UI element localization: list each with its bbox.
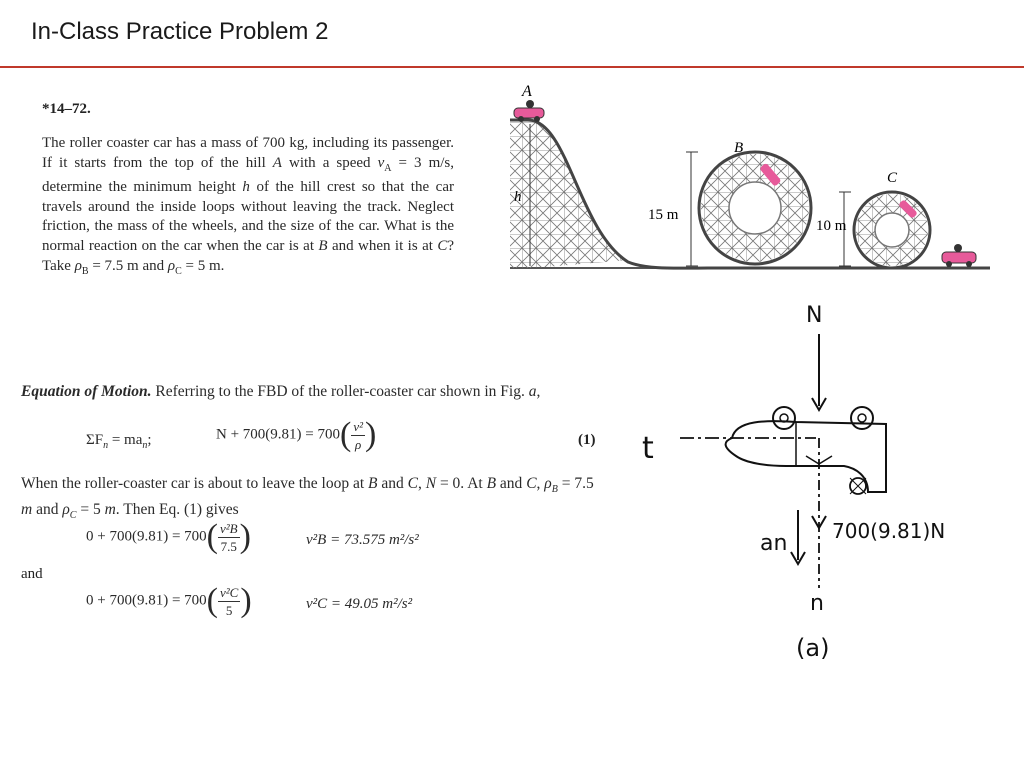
- equation-2-result: v²B = 73.575 m²/s²: [306, 532, 419, 548]
- wheel-icon: [851, 407, 873, 429]
- label-10m: 10 m: [816, 218, 847, 234]
- solution-paragraph: When the roller-coaster car is about to leave the loop at B and C, N = 0. At B and C, $\rho_B = 7.5$ m and $\rho_C = 5$ m. Then Eq. (1) gives: [21, 475, 594, 522]
- fbd-label-t: t: [642, 431, 654, 466]
- problem-statement: The roller coaster car has a mass of 700 kg, including its passenger. If it starts from the top of the hill A with a speed $v_A = 3$ m/s, determine the minimum height h of the hill crest so that the car travels around the inside loops without leaving the track. Neglect friction, the mass of the wheels, and the size of the car. What is the normal reaction on the car when the car is at B and when it is at C? Take $\rho_B = 7.5$ m and $\rho_C = 5$ m.: [42, 135, 454, 277]
- equation-1-right: N + 700(9.81) = 700( $\frac{\text{v²}}{\rho}$ ): [216, 416, 377, 453]
- label-b: B: [734, 140, 744, 156]
- loop-b-inner: [729, 182, 781, 234]
- free-body-diagram: [636, 298, 966, 668]
- roller-coaster-figure: [508, 80, 994, 280]
- equation-1-label: (1): [578, 432, 596, 448]
- car-ground-icon: [942, 244, 976, 267]
- equation-of-motion-line: Equation of Motion. Referring to the FBD of the roller-coaster car shown in Fig. a,: [21, 383, 541, 400]
- label-h: h: [514, 189, 522, 205]
- equation-1-left: $\Sigma F_n = ma_n$;: [86, 432, 152, 451]
- loop-c-inner: [875, 213, 909, 247]
- fbd-caption: (a): [796, 634, 830, 662]
- equation-3-result: v²C = 49.05 m²/s²: [306, 596, 413, 612]
- fbd-label-n-bottom: n: [810, 591, 824, 616]
- problem-number: *14–72.: [42, 101, 91, 117]
- fbd-label-weight: 700(9.81)N: [832, 519, 946, 543]
- fbd-label-an: an: [760, 531, 788, 556]
- hill-truss: [510, 116, 630, 268]
- label-a: A: [522, 83, 532, 100]
- equation-2: 0 + 700(9.81) = 700( $\frac{\text{v²B}}{7.5}$ ): [86, 518, 251, 555]
- equation-3: 0 + 700(9.81) = 700( $\frac{\text{v²C}}{5}$ ): [86, 582, 252, 619]
- title-divider: [0, 66, 1024, 68]
- label-c: C: [887, 170, 898, 186]
- and-text: and: [21, 566, 43, 582]
- fbd-label-n-top: N: [806, 303, 823, 328]
- slide-title: In-Class Practice Problem 2: [31, 18, 329, 45]
- passenger-icon: [850, 478, 866, 494]
- label-15m: 15 m: [648, 207, 679, 223]
- wheel-icon: [773, 407, 795, 429]
